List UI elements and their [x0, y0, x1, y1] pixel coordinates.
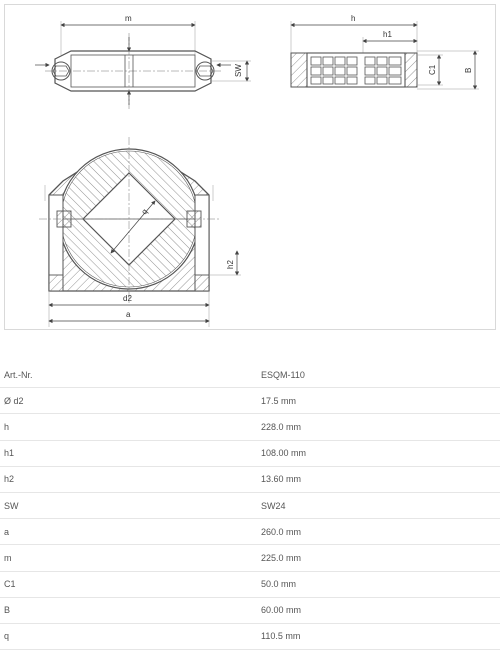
spec-label: m: [0, 545, 259, 571]
spec-label: SW: [0, 492, 259, 518]
spec-label: C1: [0, 571, 259, 597]
top-view: [35, 21, 251, 109]
spec-value: 228.0 mm: [259, 414, 500, 440]
spec-row-h: [0, 414, 500, 440]
spec-value: 110.5 mm: [259, 623, 500, 649]
dim-label-a: a: [126, 310, 131, 319]
dim-label-m: m: [125, 14, 132, 23]
spec-value: 13.60 mm: [259, 466, 500, 492]
spec-value: 60.00 mm: [259, 597, 500, 623]
dim-label-d2: d2: [123, 294, 132, 303]
dim-label-h: h: [351, 14, 356, 23]
spec-label: Ø d2: [0, 388, 259, 414]
spec-row-q: [0, 623, 500, 649]
spec-row-c1: [0, 571, 500, 597]
spec-label: h1: [0, 440, 259, 466]
front-view: [39, 137, 241, 327]
spec-row-m: [0, 545, 500, 571]
dim-label-h1: h1: [383, 30, 392, 39]
spec-label: a: [0, 519, 259, 545]
spec-value: 17.5 mm: [259, 388, 500, 414]
spec-row-sw: [0, 492, 500, 518]
spec-row-h1: [0, 440, 500, 466]
spec-table: [0, 362, 500, 650]
spec-label: h2: [0, 466, 259, 492]
spec-label: B: [0, 597, 259, 623]
spec-row-d2: [0, 388, 500, 414]
spec-value: 108.00 mm: [259, 440, 500, 466]
spec-label: q: [0, 623, 259, 649]
technical-drawing: [5, 5, 495, 329]
technical-drawing-panel: [4, 4, 496, 330]
spec-value: 225.0 mm: [259, 545, 500, 571]
dim-label-h2: h2: [226, 260, 235, 269]
spec-row-h2: [0, 466, 500, 492]
spec-row-art-nr: [0, 362, 500, 388]
spec-value: ESQM-110: [259, 362, 500, 388]
dim-label-c1: C1: [428, 64, 437, 75]
spec-row-b: [0, 597, 500, 623]
dim-label-sw: SW: [234, 64, 243, 77]
spec-label: Art.-Nr.: [0, 362, 259, 388]
dim-label-b: B: [464, 67, 473, 73]
spec-label: h: [0, 414, 259, 440]
dim-label-q: q: [139, 207, 150, 217]
spec-value: 260.0 mm: [259, 519, 500, 545]
spec-value: 50.0 mm: [259, 571, 500, 597]
spec-value: SW24: [259, 492, 500, 518]
spec-row-a: [0, 519, 500, 545]
